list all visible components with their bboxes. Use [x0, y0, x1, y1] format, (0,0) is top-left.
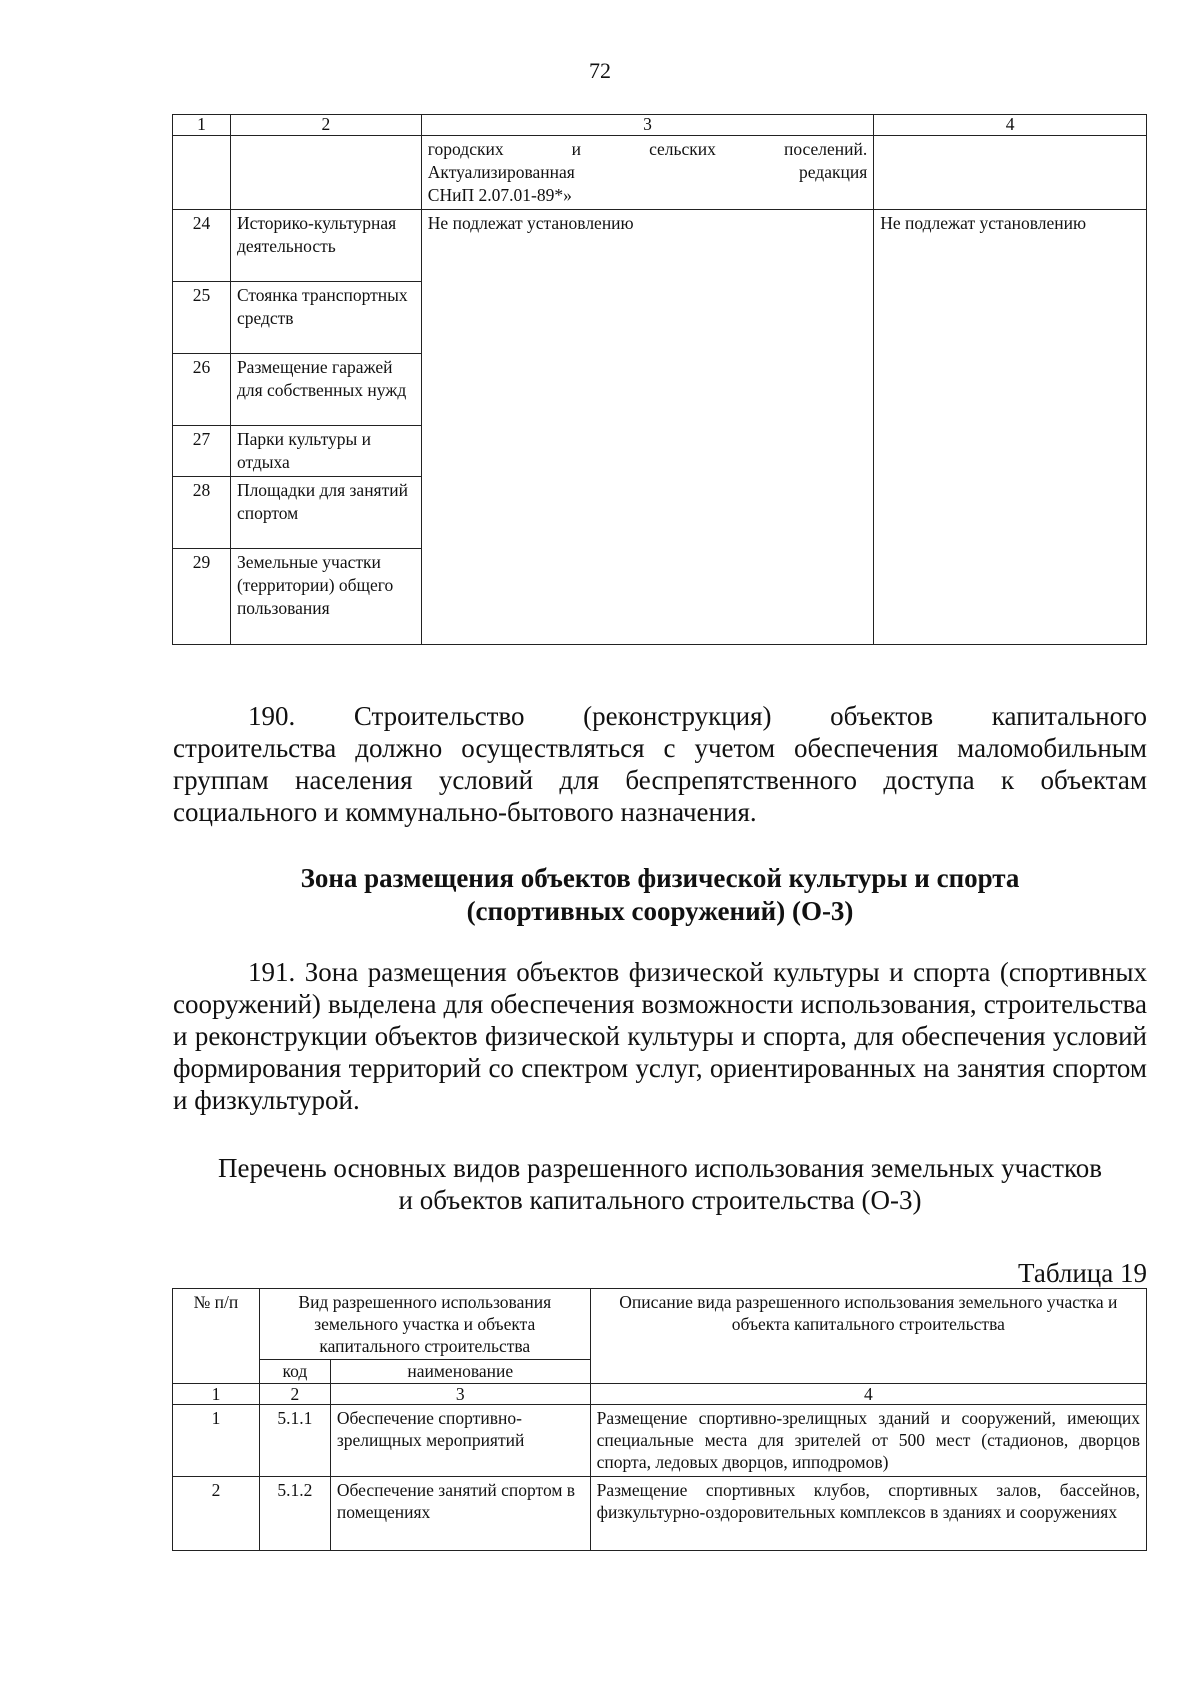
header-number: № п/п [173, 1289, 260, 1384]
column-number: 2 [259, 1384, 330, 1405]
section-heading [173, 862, 1147, 928]
row-name: Площадки для занятий спортом [230, 477, 421, 549]
row-name: Обеспечение спортивно-зрелищных мероприятий [330, 1405, 590, 1477]
top-table [172, 114, 1147, 645]
column-number: 3 [330, 1384, 590, 1405]
page-number: 72 [589, 58, 611, 83]
section-heading-line: (спортивных сооружений) (О-3) [466, 896, 854, 926]
row-description: Размещение спортивных клубов, спортивных залов, бассейнов, физкультурно-оздоровительных комплексов в зданиях и сооружениях [590, 1477, 1146, 1551]
row-number: 26 [173, 354, 231, 426]
continuation-line: СНиП 2.07.01-89*» [427, 185, 572, 205]
column-number: 1 [173, 1384, 260, 1405]
paragraph-190-first-line: 190. Строительство (реконструкция) объектов капитального [248, 701, 1147, 731]
header-name: наименование [330, 1360, 590, 1384]
column-number: 1 [173, 115, 231, 136]
row-number: 29 [173, 549, 231, 645]
row-name: Размещение гаражей для собственных нужд [230, 354, 421, 426]
row-code: 5.1.2 [259, 1477, 330, 1551]
row-number: 1 [173, 1405, 260, 1477]
row-name [230, 136, 421, 210]
header-use-type: Вид разрешенного использования земельного участка и объекта капитального строительства [259, 1289, 590, 1360]
table-row [173, 1477, 1147, 1551]
section-heading-line: Зона размещения объектов физической культуры и спорта [300, 863, 1020, 893]
table-label: Таблица 19 [1018, 1258, 1147, 1288]
column-number: 2 [230, 115, 421, 136]
list-title [173, 1152, 1147, 1216]
row-name: Историко-культурная деятельность [230, 210, 421, 282]
table-row [173, 1405, 1147, 1477]
row-number: 27 [173, 426, 231, 477]
merged-requirement-col3: Не подлежат установлению [421, 210, 873, 645]
row-number: 24 [173, 210, 231, 282]
continuation-text [421, 136, 873, 210]
table-header-row [173, 1289, 1147, 1360]
paragraph-190-rest: строительства должно осуществляться с учетом обеспечения маломобильным группам населения условий для беспрепятственного доступа к объектам социального и коммунально-бытового назначения. [173, 733, 1147, 827]
continuation-line: Актуализированная редакция [427, 162, 868, 182]
row-number: 2 [173, 1477, 260, 1551]
permitted-use-table [172, 1288, 1147, 1551]
table-row [173, 210, 1147, 282]
row-name: Парки культуры и отдыха [230, 426, 421, 477]
row-name: Стоянка транспортных средств [230, 282, 421, 354]
header-description: Описание вида разрешенного использования земельного участка и объекта капитального строительства [590, 1289, 1146, 1384]
row-name: Обеспечение занятий спортом в помещениях [330, 1477, 590, 1551]
continuation-line: городских и сельских поселений. [427, 139, 868, 159]
row-code: 5.1.1 [259, 1405, 330, 1477]
list-title-line: Перечень основных видов разрешенного использования земельных участков [218, 1153, 1102, 1183]
row-number: 25 [173, 282, 231, 354]
list-title-line: и объектов капитального строительства (О-3) [398, 1185, 922, 1215]
continuation-col4 [874, 136, 1147, 210]
column-number-row [173, 1384, 1147, 1405]
table-header-row [173, 115, 1147, 136]
header-code: код [259, 1360, 330, 1384]
table-row [173, 136, 1147, 210]
row-number [173, 136, 231, 210]
column-number: 3 [421, 115, 873, 136]
column-number: 4 [874, 115, 1147, 136]
column-number: 4 [590, 1384, 1146, 1405]
row-number: 28 [173, 477, 231, 549]
paragraph-191: 191. Зона размещения объектов физической культуры и спорта (спортивных сооружений) выделена для обеспечения возможности использования, строительства и реконструкции объектов физической культуры и спорта, для обеспечения условий формирования территорий со спектром услуг, ориентированных на занятия спортом и физкультурой. [173, 957, 1147, 1115]
row-description: Размещение спортивно-зрелищных зданий и сооружений, имеющих специальные места для зрителей от 500 мест (стадионов, дворцов спорта, ледовых дворцов, ипподромов) [590, 1405, 1146, 1477]
merged-requirement-col4: Не подлежат установлению [874, 210, 1147, 645]
row-name: Земельные участки (территории) общего пользования [230, 549, 421, 645]
paragraph-190 [173, 700, 1147, 828]
